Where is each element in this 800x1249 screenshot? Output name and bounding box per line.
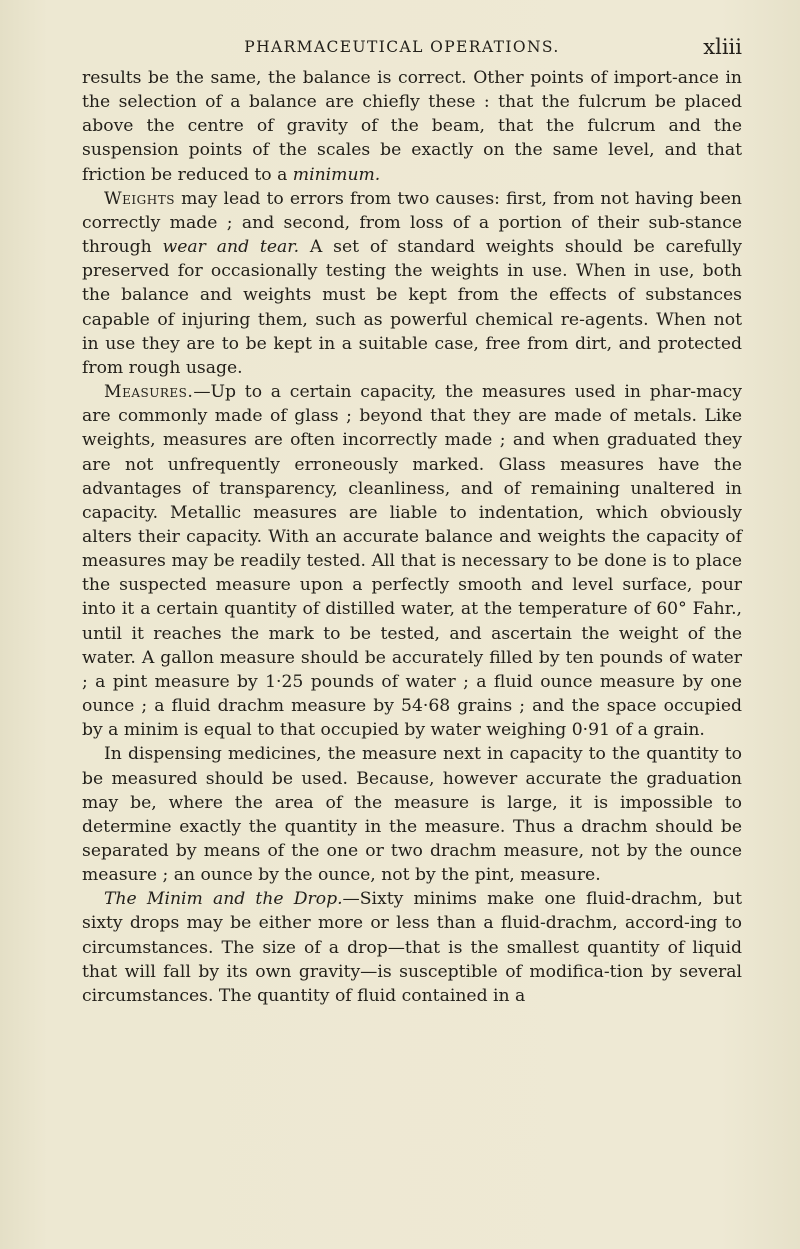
emphasis-wear-and-tear: wear and tear. xyxy=(162,237,300,258)
body-text xyxy=(82,66,742,1008)
paragraph-text: A set of standard weights should be carefully preserved for occasionally testing the weights in use. When in use, both the balance and weights must be kept from the effects of substances capable of injuring them, such as powerful chemical re-agents. When not in use they are to be kept in a suitable case, free from dirt, and protected from rough usage. xyxy=(82,237,742,378)
paragraph-text: —Sixty minims make one fluid-drachm, but sixty drops may be either more or less than a fluid-drachm, accord-ing to circumstances. The size of a drop—that is the smallest quantity of liquid that will fall by its own gravity—is susceptible of modifica-tion by several circumstances. The quantity of fluid contained in a xyxy=(82,889,743,1006)
section-lead-weights: Weights xyxy=(104,188,175,209)
paragraph-text: In dispensing medicines, the measure next in capacity to the quantity to be measured should be used. Because, however accurate the graduation may be, where the area of the measure is large, it is impossible to determine exactly the quantity in the measure. Thus a drachm should be separated by means of the one or two drachm measure, not by the ounce measure ; an ounce by the ounce, not by the pint, measure. xyxy=(82,744,742,886)
paragraph-dispensing xyxy=(82,742,742,887)
paragraph-weights xyxy=(82,187,742,380)
paragraph-text: results be the same, the balance is correct. Other points of import-ance in the selection of a balance are chiefly these : that the fulcrum be placed above the centre of gravity of the beam, that the fulcrum and the suspension points of the scales be exactly on the same level, and that friction be reduced to a xyxy=(82,68,742,185)
paragraph-text: —Up to a certain capacity, the measures used in phar-macy are commonly made of glass ; beyond that they are made of metals. Like weights, measures are often incorrectly made ; and when graduated they are not unfrequently erroneously marked. Glass measures have the advantages of transparency, cleanliness, and of remaining unaltered in capacity. Metallic measures are liable to indentation, which obviously alters their capacity. With an accurate balance and weights the capacity of measures may be readily tested. All that is necessary to be done is to place the suspected measure upon a perfectly smooth and level surface, pour into it a certain quantity of distilled water, at the temperature of 60° Fahr., until it reaches the mark to be tested, and ascertain the weight of the water. A gallon measure should be accurately filled by ten pounds of water ; a pint measure by 1·25 pounds of water ; a fluid ounce measure by one ounce ; a fluid drachm measure by 54·68 grains ; and the space occupied by a minim is equal to that occupied by water weighing 0·91 of a grain. xyxy=(82,382,742,741)
paragraph-minim-and-drop xyxy=(82,887,742,1008)
paragraph-balance-continued xyxy=(82,66,742,187)
paragraph-text: may lead to errors from two causes: first, from not having been correctly made ; and second, from loss of a portion of their sub-stance through xyxy=(82,188,742,258)
section-lead-measures: Measures. xyxy=(104,382,194,403)
running-head xyxy=(82,34,742,60)
paragraph-measures xyxy=(82,380,742,742)
emphasis-minimum: minimum. xyxy=(292,164,381,185)
section-lead-minim-drop: The Minim and the Drop. xyxy=(104,889,343,910)
page-number: xliii xyxy=(703,35,742,59)
running-title: PHARMACEUTICAL OPERATIONS. xyxy=(244,38,560,56)
